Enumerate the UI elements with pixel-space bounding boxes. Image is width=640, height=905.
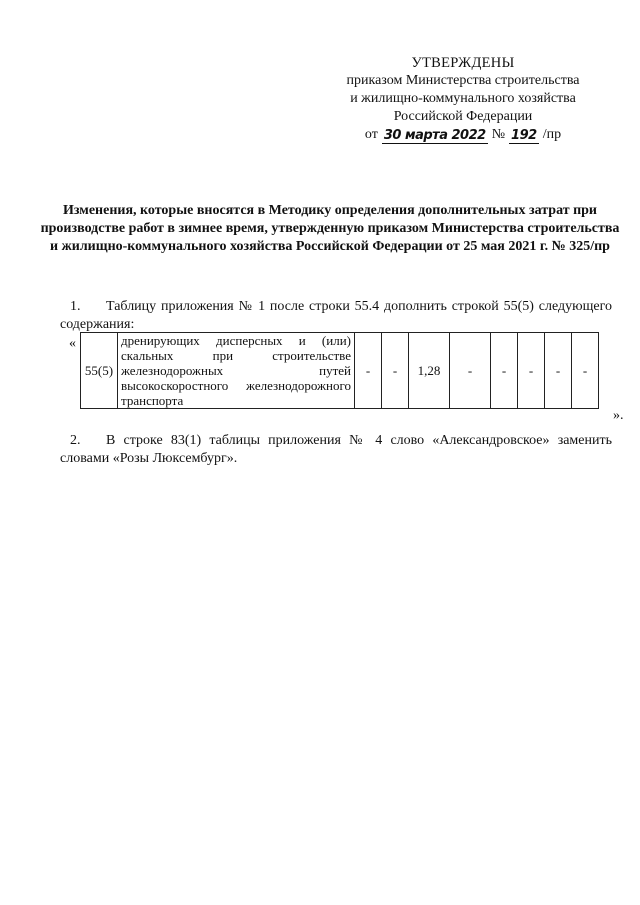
open-quote: «: [69, 336, 76, 351]
item-1: [60, 298, 612, 334]
row-cell-8: -: [572, 333, 599, 409]
handwritten-date: 30 марта 2022: [383, 128, 486, 143]
approval-line-1: приказом Министерства строительства: [346, 73, 580, 88]
number-sign: №: [491, 127, 506, 142]
approval-line-3: Российской Федерации: [393, 109, 533, 124]
approval-date-line: [318, 126, 608, 144]
row-code: 55(5): [81, 333, 118, 409]
document-title: Изменения, которые вносятся в Методику определения дополнительных затрат при производстве работ в зимнее время, утвержденную приказом Министерства строительства и жилищно-коммунального хозяйства Российской Федерации от 25 мая 2021 г. № 325/пр: [40, 203, 620, 254]
inserted-row-table: [80, 332, 599, 409]
handwritten-number: 192: [511, 128, 537, 143]
number-suffix: /пр: [542, 127, 562, 142]
item-1-text: Таблицу приложения № 1 после строки 55.4 дополнить строкой 55(5) следующего содержания:: [60, 299, 612, 332]
item-1-number: 1.: [70, 299, 81, 314]
approval-line-2: и жилищно-коммунального хозяйства: [350, 91, 576, 106]
row-cell-2: -: [382, 333, 409, 409]
row-cell-7: -: [545, 333, 572, 409]
close-quote: ».: [613, 408, 624, 423]
item-2: [60, 432, 612, 468]
row-cell-1: -: [355, 333, 382, 409]
date-prefix: от: [364, 127, 378, 142]
row-cell-4: -: [450, 333, 491, 409]
item-2-text: В строке 83(1) таблицы приложения № 4 слово «Александровское» заменить словами «Розы Люксембург».: [60, 433, 612, 466]
row-description: дренирующих дисперсных и (или) скальных при строительстве железнодорожных путей высокоскоростного железнодорожного транспорта: [118, 333, 355, 409]
row-cell-3: 1,28: [409, 333, 450, 409]
approval-stamp: [318, 54, 608, 144]
table-row: [81, 333, 599, 409]
row-cell-6: -: [518, 333, 545, 409]
approval-title: УТВЕРЖДЕНЫ: [411, 55, 515, 71]
row-cell-5: -: [491, 333, 518, 409]
item-2-number: 2.: [70, 433, 81, 448]
